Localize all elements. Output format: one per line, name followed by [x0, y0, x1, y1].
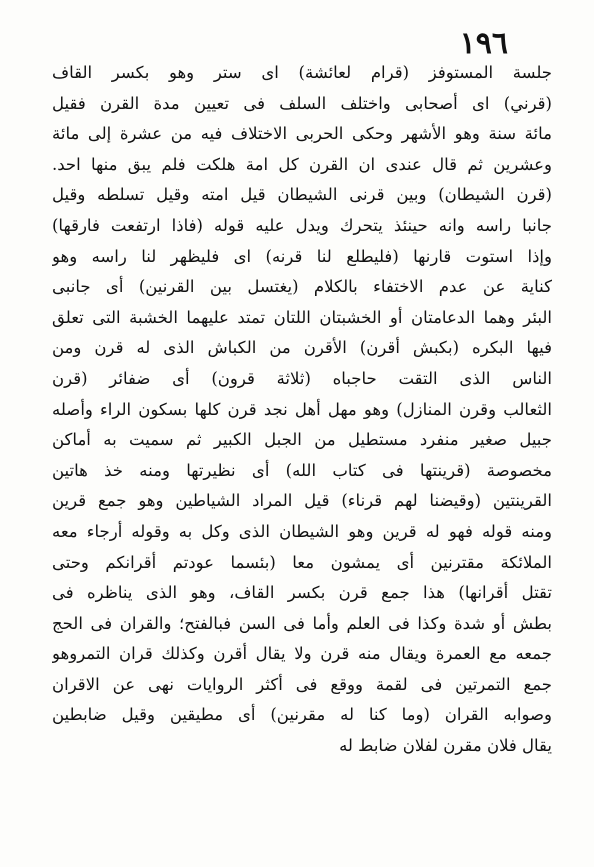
text-line: كناية عن عدم الاختفاء بالكلام (يغتسل بين القرنين) أى جانبى — [52, 277, 552, 297]
text-line: مائة سنة وهو الأشهر وحكى الحربى الاختلاف فيه من عشرة إلى مائة — [52, 124, 552, 144]
page-number: ١٩٦ — [459, 26, 508, 61]
text-line: جمع التمرتين فى لقمة ووقع فى أكثر الروايات نهى عن الاقران — [52, 674, 552, 694]
text-line: بطش أو شدة وكذا فى العلم وأما فى السن فبالفتح؛ والقران فى الحج — [52, 613, 552, 633]
text-line: القرينتين (وقيضنا لهم قرناء) قيل المراد الشياطين وهو جمع قرين — [52, 491, 552, 511]
text-line: تقتل أقرانها) هذا جمع قرن بكسر القاف، وهو الذى يناظره فى — [52, 583, 552, 603]
text-line: وإذا استوت قارنها (فليطلع لنا قرنه) اى فليظهر لنا راسه وهو — [52, 246, 552, 266]
text-line: جمعه مع العمرة ويقال منه قرن ولا يقال أقرن وكذلك قران التمروهو — [52, 644, 552, 664]
text-line: (قرن الشيطان) وبين قرنى الشيطان قيل امته وقيل تسلطه وقيل — [52, 185, 552, 205]
text-line: البئر وهما الدعامتان أو الخشبتان اللتان تمتد عليهما الخشبة التى تعلق — [52, 307, 552, 327]
body-text — [52, 58, 552, 762]
text-line: الناس الذى التقت حاجباه (ثلاثة قرون) أى ضفائر (قرن — [52, 368, 552, 388]
text-line: وصوابه القران (وما كنا له مقرنين) أى مطيقين وقيل ضابطين — [52, 705, 552, 725]
text-line: جانبا راسه وانه حينئذ يتحرك ويدل عليه قوله (فاذا ارتفعت فارقها) — [52, 215, 552, 235]
text-line: (قرني) اى أصحابى واختلف السلف فى تعيين مدة القرن فقيل — [52, 93, 552, 113]
text-line: فيها البكره (بكبش أقرن) الأقرن من الكباش الذى له قرن ومن — [52, 338, 552, 358]
text-line: ومنه قوله فهو له قرين وهو الشيطان الذى وكل به وقوله أرجاء معه — [52, 521, 552, 541]
text-line: الثعالب وقرن المنازل) وهو مهل أهل نجد قرن كلها بسكون الراء وأصله — [52, 399, 552, 419]
text-line: الملائكة مقترنين أى يمشون معا (بئسما عودتم أقرانكم وحتى — [52, 552, 552, 572]
text-line: جلسة المستوفز (قرام لعائشة) اى ستر وهو بكسر القاف — [52, 63, 552, 82]
text-line: جبيل صغير منفرد مستطيل من الجبل الكبير ثم سميت به أماكن — [52, 430, 552, 450]
text-line: مخصوصة (قرينتها فى كتاب الله) أى نظيرتها ومنه خذ هاتين — [52, 460, 552, 480]
text-line: يقال فلان مقرن لفلان ضابط له — [339, 736, 552, 756]
text-line: وعشرين ثم قال عندى ان القرن كل امة هلكت فلم يبق منها احد. — [52, 154, 552, 174]
